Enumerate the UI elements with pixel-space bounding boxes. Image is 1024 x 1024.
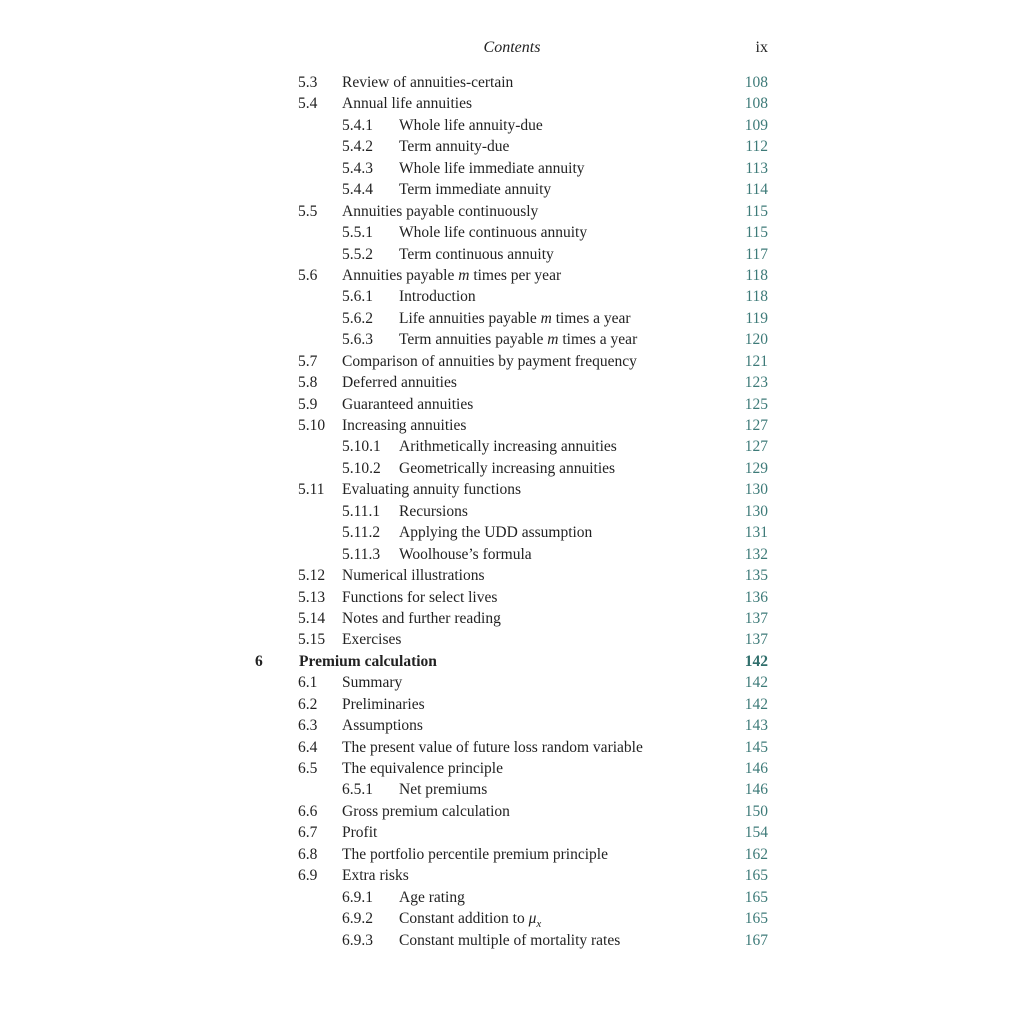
entry-title: Premium calculation (299, 652, 437, 670)
toc-entry-section[interactable] (0, 801, 1024, 822)
entry-number: 5.6.1 (342, 288, 373, 306)
entry-number: 5.11.3 (342, 545, 381, 563)
entry-page-number[interactable]: 129 (744, 459, 768, 477)
entry-title: Whole life annuity-due (399, 116, 543, 134)
entry-title: Geometrically increasing annuities (399, 459, 616, 477)
entry-number: 5.3 (298, 74, 318, 91)
entry-page-number[interactable]: 132 (744, 545, 768, 563)
entry-page-number[interactable]: 108 (744, 95, 768, 113)
toc-entry-sub[interactable] (0, 458, 1024, 479)
toc-entry-section[interactable] (0, 201, 1024, 222)
running-header-page-number: ix (755, 39, 768, 56)
entry-title: Term annuity-due (399, 138, 510, 156)
entry-page-number[interactable]: 130 (744, 481, 768, 499)
entry-number: 5.6.3 (342, 331, 373, 349)
toc-entry-sub[interactable] (0, 115, 1024, 136)
entry-number: 6.9.2 (342, 910, 373, 928)
toc-entry-section[interactable] (0, 694, 1024, 715)
entry-page-number[interactable]: 142 (744, 652, 768, 670)
entry-title: Deferred annuities (342, 374, 457, 392)
toc-entry-section[interactable] (0, 265, 1024, 286)
entry-page-number[interactable]: 118 (745, 266, 768, 284)
entry-page-number[interactable]: 131 (744, 524, 768, 542)
entry-page-number[interactable]: 146 (744, 781, 768, 799)
entry-title: Applying the UDD assumption (399, 524, 593, 542)
toc-entry-section[interactable] (0, 372, 1024, 393)
entry-page-number[interactable]: 115 (745, 224, 768, 242)
entry-page-number[interactable]: 137 (744, 609, 768, 627)
entry-title: Recursions (399, 502, 468, 520)
entry-title: The present value of future loss random variable (342, 738, 643, 756)
entry-number: 6.9 (298, 867, 318, 885)
entry-page-number[interactable]: 127 (744, 417, 768, 434)
entry-title: Gross premium calculation (342, 802, 510, 820)
entry-page-number[interactable]: 125 (744, 395, 768, 413)
entry-page-number[interactable]: 165 (744, 867, 768, 885)
entry-number: 5.15 (298, 631, 326, 649)
entry-number: 6.9.3 (342, 931, 373, 949)
entry-number: 5.12 (298, 567, 326, 585)
toc-entry-section[interactable] (0, 565, 1024, 586)
toc-entry-section[interactable] (0, 608, 1024, 629)
entry-title: Age rating (399, 888, 465, 906)
toc-entry-section[interactable] (0, 629, 1024, 650)
entry-title: Summary (342, 674, 403, 692)
toc-entry-sub[interactable] (0, 244, 1024, 265)
entry-page-number[interactable]: 127 (744, 438, 768, 456)
toc-entry-sub[interactable] (0, 136, 1024, 157)
entry-title: Constant multiple of mortality rates (399, 931, 621, 949)
entry-page-number[interactable]: 121 (744, 352, 768, 370)
entry-number: 6.7 (298, 824, 318, 842)
entry-page-number[interactable]: 117 (745, 245, 768, 263)
entry-number: 5.5.1 (342, 224, 373, 242)
entry-title: Annuities payable m times per year (342, 266, 562, 284)
entry-number: 5.4.3 (342, 159, 373, 177)
entry-page-number[interactable]: 154 (744, 824, 768, 842)
entry-page-number[interactable]: 146 (744, 760, 768, 777)
toc-entry-section[interactable] (0, 587, 1024, 608)
entry-page-number[interactable]: 112 (745, 138, 768, 156)
entry-number: 6 (255, 652, 263, 670)
toc-entry-section[interactable] (0, 479, 1024, 500)
toc-entry-section[interactable] (0, 865, 1024, 886)
toc-entry-section[interactable] (0, 844, 1024, 865)
entry-title: Constant addition to $\mu_x$ (399, 910, 542, 931)
entry-number: 5.13 (298, 588, 326, 606)
entry-title: Whole life immediate annuity (399, 159, 585, 177)
entry-number: 6.5.1 (342, 781, 373, 799)
toc-entry-section[interactable] (0, 72, 1024, 93)
entry-page-number[interactable]: 123 (744, 374, 768, 392)
entry-page-number[interactable]: 165 (744, 910, 768, 928)
entry-page-number[interactable]: 113 (745, 159, 768, 177)
entry-title: Functions for select lives (342, 588, 498, 606)
entry-title: Term annuities payable m times a year (399, 331, 638, 349)
entry-title: Annuities payable continuously (342, 202, 539, 220)
toc-entry-sub[interactable] (0, 329, 1024, 350)
entry-page-number[interactable]: 115 (745, 202, 768, 220)
entry-page-number[interactable]: 109 (744, 116, 768, 134)
toc-entry-section[interactable] (0, 351, 1024, 372)
entry-number: 5.4.2 (342, 138, 373, 156)
toc-entry-sub[interactable] (0, 779, 1024, 800)
entry-title: Arithmetically increasing annuities (399, 438, 617, 456)
toc-entry-sub[interactable] (0, 158, 1024, 179)
entry-number: 5.10.1 (342, 438, 381, 456)
entry-page-number[interactable]: 142 (744, 674, 768, 692)
entry-page-number[interactable]: 118 (745, 288, 768, 306)
entry-number: 5.4.1 (342, 116, 373, 134)
entry-title: Term continuous annuity (399, 245, 554, 263)
entry-page-number[interactable]: 130 (744, 502, 768, 520)
entry-page-number[interactable]: 137 (744, 631, 768, 649)
entry-title: Term immediate annuity (399, 181, 552, 199)
entry-title: Notes and further reading (342, 609, 501, 627)
entry-number: 5.14 (298, 609, 326, 627)
toc-entry-section[interactable] (0, 672, 1024, 693)
entry-number: 6.6 (298, 802, 318, 820)
toc-entry-sub[interactable] (0, 308, 1024, 329)
toc-entry-sub[interactable] (0, 522, 1024, 543)
entry-title: The portfolio percentile premium principle (342, 845, 608, 863)
toc-entry-sub[interactable] (0, 436, 1024, 457)
entry-title: Review of annuities-certain (342, 74, 514, 91)
entry-number: 5.5.2 (342, 245, 373, 263)
entry-number: 6.9.1 (342, 888, 373, 906)
entry-number: 5.11.1 (342, 502, 381, 520)
entry-page-number[interactable]: 136 (744, 588, 768, 606)
entry-page-number[interactable]: 120 (744, 331, 768, 349)
entry-number: 5.10.2 (342, 459, 381, 477)
toc-entry-sub[interactable] (0, 222, 1024, 243)
entry-number: 5.11.2 (342, 524, 381, 542)
entry-title: Net premiums (399, 781, 488, 799)
entry-number: 6.8 (298, 845, 318, 863)
toc-entry-sub[interactable] (0, 908, 1024, 929)
toc-entry-chapter[interactable] (0, 651, 1024, 672)
entry-title: Extra risks (342, 867, 409, 885)
entry-title: Exercises (342, 631, 402, 649)
toc-entry-section[interactable] (0, 758, 1024, 779)
entry-number: 5.6 (298, 266, 318, 284)
entry-page-number[interactable]: 167 (744, 931, 768, 949)
entry-title: Introduction (399, 288, 476, 306)
entry-page-number[interactable]: 150 (744, 802, 768, 820)
entry-title: Whole life continuous annuity (399, 224, 588, 242)
entry-title: Preliminaries (342, 695, 425, 713)
toc-entry-sub[interactable] (0, 544, 1024, 565)
entry-number: 6.5 (298, 760, 318, 777)
entry-page-number[interactable]: 135 (744, 567, 768, 585)
toc-entry-sub[interactable] (0, 501, 1024, 522)
toc-entry-section[interactable] (0, 415, 1024, 436)
entry-title: Assumptions (342, 717, 423, 735)
toc-entry-section[interactable] (0, 737, 1024, 758)
toc-entry-section[interactable] (0, 822, 1024, 843)
entry-title: Numerical illustrations (342, 567, 485, 585)
entry-page-number[interactable]: 145 (744, 738, 768, 756)
toc-entry-sub[interactable] (0, 887, 1024, 908)
entry-number: 6.2 (298, 695, 318, 713)
entry-number: 5.9 (298, 395, 318, 413)
entry-number: 6.1 (298, 674, 318, 692)
entry-page-number[interactable]: 108 (744, 74, 768, 91)
entry-page-number[interactable]: 165 (744, 888, 768, 906)
entry-number: 5.8 (298, 374, 318, 392)
entry-number: 6.3 (298, 717, 318, 735)
entry-number: 6.4 (298, 738, 318, 756)
entry-title: The equivalence principle (342, 760, 503, 777)
entry-title: Profit (342, 824, 378, 842)
entry-number: 5.5 (298, 202, 318, 220)
entry-page-number[interactable]: 142 (744, 695, 768, 713)
entry-title: Evaluating annuity functions (342, 481, 522, 499)
entry-number: 5.6.2 (342, 309, 373, 327)
entry-title: Life annuities payable m times a year (399, 309, 631, 327)
entry-title: Increasing annuities (342, 417, 467, 434)
toc-entry-sub[interactable] (0, 286, 1024, 307)
toc-entry-section[interactable] (0, 394, 1024, 415)
entry-page-number[interactable]: 119 (745, 309, 768, 327)
toc-entry-section[interactable] (0, 715, 1024, 736)
entry-page-number[interactable]: 143 (744, 717, 768, 735)
entry-title: Comparison of annuities by payment frequency (342, 352, 637, 370)
entry-number: 5.11 (298, 481, 325, 499)
toc-entry-sub[interactable] (0, 930, 1024, 951)
toc-entry-section[interactable] (0, 93, 1024, 114)
entry-number: 5.10 (298, 417, 326, 434)
entry-title: Annual life annuities (342, 95, 472, 113)
entry-number: 5.4 (298, 95, 318, 113)
entry-title: Guaranteed annuities (342, 395, 474, 413)
entry-title: Woolhouse’s formula (399, 545, 532, 563)
entry-number: 5.7 (298, 352, 318, 370)
running-header-title: Contents (483, 39, 541, 56)
entry-number: 5.4.4 (342, 181, 373, 199)
toc-entry-sub[interactable] (0, 179, 1024, 200)
entry-page-number[interactable]: 162 (744, 845, 768, 863)
table-of-contents (0, 72, 1024, 951)
entry-page-number[interactable]: 114 (745, 181, 768, 199)
